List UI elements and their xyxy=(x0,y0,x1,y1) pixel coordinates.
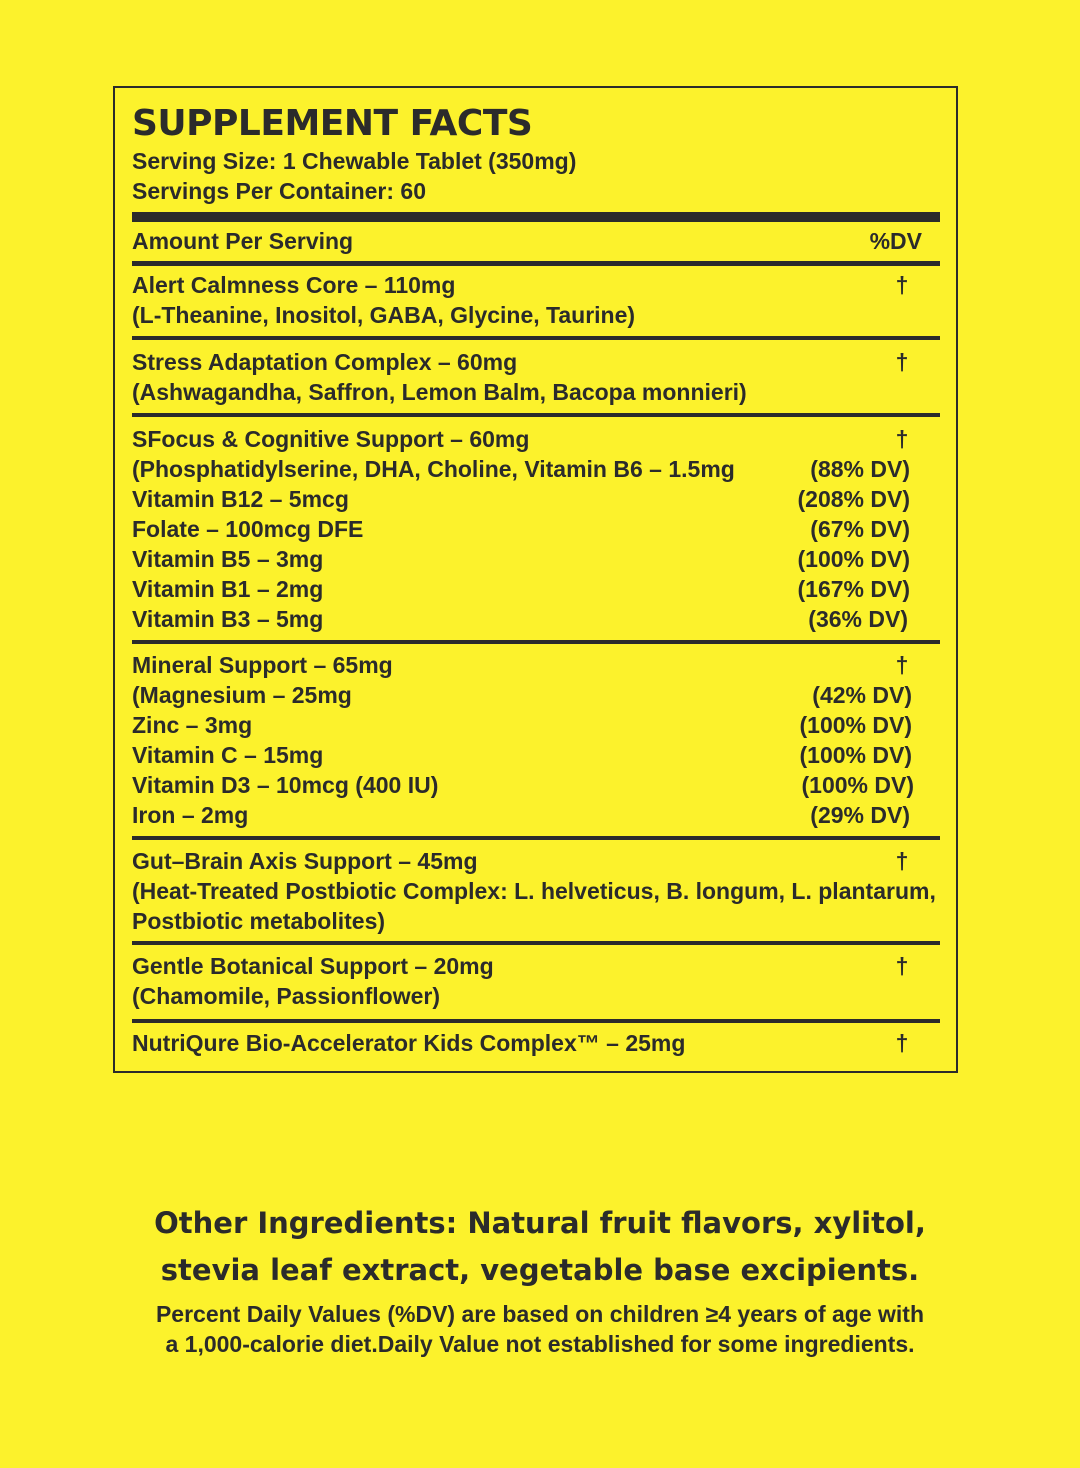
section-divider xyxy=(132,836,940,840)
ingredient-line: (Phosphatidylserine, DHA, Choline, Vitamin B6 – 1.5mg xyxy=(132,456,735,482)
ingredient-line: Zinc – 3mg xyxy=(132,712,253,738)
dagger-mark: † xyxy=(895,848,909,874)
ingredient-line: (Heat-Treated Postbiotic Complex: L. helveticus, B. longum, L. plantarum, xyxy=(132,878,936,904)
header-divider xyxy=(132,261,940,266)
ingredient-line: (Magnesium – 25mg xyxy=(132,682,352,708)
ingredient-line: Postbiotic metabolites) xyxy=(132,908,386,934)
dv-value: (42% DV) xyxy=(812,682,912,708)
dv-value: (100% DV) xyxy=(801,772,914,798)
dv-value: (100% DV) xyxy=(799,712,912,738)
ingredient-line: Iron – 2mg xyxy=(132,802,249,828)
other-ingredients-line: Other Ingredients: Natural fruit flavors, xylitol, xyxy=(154,1206,926,1240)
section-divider xyxy=(132,336,940,340)
dagger-mark: † xyxy=(895,272,909,298)
serving-size: Serving Size: 1 Chewable Tablet (350mg) xyxy=(132,148,577,174)
ingredient-line: Vitamin B12 – 5mcg xyxy=(132,486,349,512)
other-ingredients-line: stevia leaf extract, vegetable base excipients. xyxy=(160,1253,920,1287)
dagger-mark: † xyxy=(895,1030,909,1056)
dv-value: (208% DV) xyxy=(797,486,910,512)
dv-footnote-line: Percent Daily Values (%DV) are based on children ≥4 years of age with xyxy=(155,1301,925,1327)
ingredient-line: Stress Adaptation Complex – 60mg xyxy=(132,349,518,375)
ingredient-line: (Ashwagandha, Saffron, Lemon Balm, Bacopa monnieri) xyxy=(132,379,747,405)
ingredient-line: Mineral Support – 65mg xyxy=(132,652,393,678)
dv-value: (100% DV) xyxy=(797,546,910,572)
ingredient-line: Vitamin B1 – 2mg xyxy=(132,576,324,602)
ingredient-line: Gentle Botanical Support – 20mg xyxy=(132,953,494,979)
ingredient-line: (L-Theanine, Inositol, GABA, Glycine, Taurine) xyxy=(132,302,636,328)
section-divider xyxy=(132,941,940,945)
dagger-mark: † xyxy=(895,652,909,678)
section-divider xyxy=(132,640,940,644)
dagger-mark: † xyxy=(895,953,909,979)
ingredient-line: Vitamin C – 15mg xyxy=(132,742,324,768)
ingredient-line: NutriQure Bio-Accelerator Kids Complex™ – 25mg xyxy=(132,1030,686,1056)
dv-header: %DV xyxy=(869,228,922,254)
dv-value: (100% DV) xyxy=(799,742,912,768)
dagger-mark: † xyxy=(895,349,909,375)
ingredient-line: SFocus & Cognitive Support – 60mg xyxy=(132,426,530,452)
section-divider xyxy=(132,413,940,417)
thick-divider xyxy=(132,212,940,222)
servings-per-container: Servings Per Container: 60 xyxy=(132,178,426,204)
dv-value: (167% DV) xyxy=(797,576,910,602)
dv-value: (29% DV) xyxy=(810,802,910,828)
ingredient-line: Vitamin B5 – 3mg xyxy=(132,546,324,572)
dv-value: (67% DV) xyxy=(810,516,910,542)
ingredient-line: Gut–Brain Axis Support – 45mg xyxy=(132,848,478,874)
section-divider xyxy=(132,1019,940,1023)
dv-footnote-line: a 1,000-calorie diet.Daily Value not established for some ingredients. xyxy=(165,1331,915,1357)
ingredient-line: Alert Calmness Core – 110mg xyxy=(132,272,456,298)
dagger-mark: † xyxy=(895,426,909,452)
ingredient-line: (Chamomile, Passionflower) xyxy=(132,983,441,1009)
ingredient-line: Folate – 100mcg DFE xyxy=(132,516,364,542)
facts-title: SUPPLEMENT FACTS xyxy=(132,103,533,144)
dv-value: (88% DV) xyxy=(810,456,910,482)
amount-per-serving-header: Amount Per Serving xyxy=(132,228,354,254)
ingredient-line: Vitamin B3 – 5mg xyxy=(132,606,324,632)
dv-value: (36% DV) xyxy=(808,606,908,632)
ingredient-line: Vitamin D3 – 10mcg (400 IU) xyxy=(132,772,439,798)
